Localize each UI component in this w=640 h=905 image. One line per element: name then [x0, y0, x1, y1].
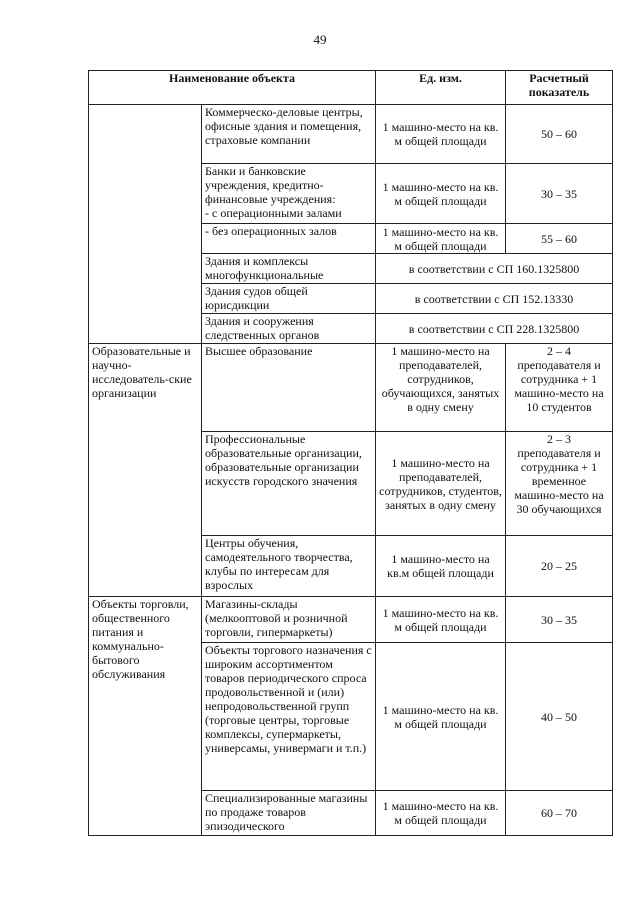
header-value: Расчетный показатель: [506, 71, 613, 105]
object-name: Центры обучения, самодеятельного творчества, клубы по интересам для взрослых: [202, 536, 376, 597]
object-name: Здания судов общей юрисдикции: [202, 284, 376, 314]
object-name: Специализированные магазины по продаже товаров эпизодического: [202, 791, 376, 836]
table-row: [89, 344, 613, 432]
unit-cell: 1 машино-место на кв. м общей площади: [376, 164, 506, 224]
unit-cell: 1 машино-место на кв. м общей площади: [376, 643, 506, 791]
unit-cell: 1 машино-место на преподавателей, сотрудников, студентов, занятых в одну смену: [376, 432, 506, 536]
unit-cell: 1 машино-место на кв. м общей площади: [376, 105, 506, 164]
table-row: [89, 105, 613, 164]
object-name: Здания и комплексы многофункциональные: [202, 254, 376, 284]
header-unit: Ед. изм.: [376, 71, 506, 105]
value-cell: 30 – 35: [506, 164, 613, 224]
object-name: Профессиональные образовательные организации, образовательные организации искусств городского значения: [202, 432, 376, 536]
object-name: Коммерческо-деловые центры, офисные здания и помещения, страховые компании: [202, 105, 376, 164]
category-cell: Объекты торговли, общественного питания и коммунально-бытового обслуживания: [89, 597, 202, 836]
value-cell: 2 – 4 преподавателя и сотрудника + 1 машино-место на 10 студентов: [506, 344, 613, 432]
value-cell: 55 – 60: [506, 224, 613, 254]
object-name: Объекты торгового назначения с широким ассортиментом товаров периодического спроса продовольственной и (или) непродовольственной групп (торговые центры, торговые комплексы, супермаркеты, универсамы, универмаги и т.п.): [202, 643, 376, 791]
page-number: 49: [313, 32, 327, 47]
object-name: - без операционных залов: [202, 224, 376, 254]
regulation-cell: в соответствии с СП 160.1325800: [376, 254, 613, 284]
value-cell: 2 – 3 преподавателя и сотрудника + 1 временное машино-место на 30 обучающихся: [506, 432, 613, 536]
table-header-row: [89, 71, 613, 105]
regulation-cell: в соответствии с СП 228.1325800: [376, 314, 613, 344]
object-name: Магазины-склады (мелкооптовой и розничной торговли, гипермаркеты): [202, 597, 376, 643]
unit-cell: 1 машино-место на кв. м общей площади: [376, 597, 506, 643]
object-name: Банки и банковские учреждения, кредитно-финансовые учреждения: - с операционными залами: [202, 164, 376, 224]
unit-cell: 1 машино-место на кв. м общей площади: [376, 791, 506, 836]
value-cell: 60 – 70: [506, 791, 613, 836]
unit-cell: 1 машино-место на кв.м общей площади: [376, 536, 506, 597]
parking-norms-table: [88, 70, 613, 836]
object-name: Здания и сооружения следственных органов: [202, 314, 376, 344]
unit-cell: 1 машино-место на кв. м общей площади: [376, 224, 506, 254]
table-row: [89, 597, 613, 643]
value-cell: 50 – 60: [506, 105, 613, 164]
object-name: Высшее образование: [202, 344, 376, 432]
header-name: Наименование объекта: [89, 71, 376, 105]
value-cell: 20 – 25: [506, 536, 613, 597]
regulation-cell: в соответствии с СП 152.13330: [376, 284, 613, 314]
category-cell: Образовательные и научно-исследователь-ские организации: [89, 344, 202, 597]
category-cell: [89, 105, 202, 344]
value-cell: 40 – 50: [506, 643, 613, 791]
unit-cell: 1 машино-место на преподавателей, сотрудников, обучающихся, занятых в одну смену: [376, 344, 506, 432]
value-cell: 30 – 35: [506, 597, 613, 643]
